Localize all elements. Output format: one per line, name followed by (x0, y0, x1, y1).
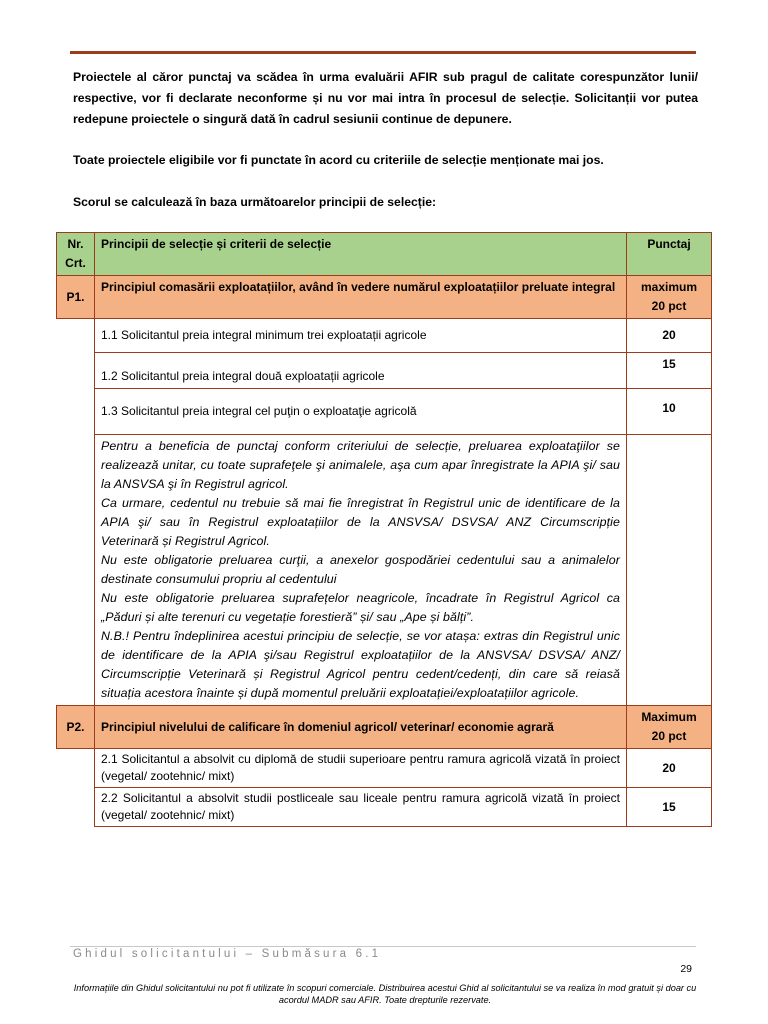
criterion-row (57, 749, 712, 788)
criterion-row (57, 788, 712, 827)
page-number: 29 (680, 963, 692, 975)
note-paragraph: Pentru a beneficia de punctaj conform criteriului de selecție, preluarea exploataţiilor se realizează unitar, cu toate suprafeţele şi animalele, aşa cum apar înregistrate la APIA şi/ sau la ANSVSA şi în Registrul agricol. (101, 439, 620, 491)
header-nr: Nr. Crt. (57, 233, 95, 276)
criterion-text: 1.2 Solicitantul preia integral două exploatații agricole (95, 353, 627, 389)
criterion-row (57, 353, 712, 389)
criterion-points: 20 (627, 749, 712, 788)
note-paragraph: N.B.! Pentru îndeplinirea acestui principiu de selecție, se vor atașa: extras din Registrul unic de identificare de la APIA şi/sau Registrul exploatațiilor de la ANSVSA/ DSVSA/ ANZ/ Circumscripție Veterinară și Registrul Agricol pentru cedent/cedenți, din care să reiasă situația acestora înainte și după momentul preluării exploatației/exploatațiilor agricole. (101, 629, 620, 700)
criterion-row (57, 389, 712, 435)
header-principii: Principii de selecție și criterii de selecție (95, 233, 627, 276)
note-paragraph: Ca urmare, cedentul nu trebuie să mai fie înregistrat în Registrul unic de identificare de la APIA şi/ sau în Registrul exploatațiilor de la ANSVSA/ DSVSA/ ANZ Circumscripție Veterinară și Registrul Agricol. (101, 496, 620, 548)
selection-criteria-table (56, 232, 712, 827)
footer-disclaimer: Informațiile din Ghidul solicitantului nu pot fi utilizate în scopuri comerciale. Distribuirea acestui Ghid al solicitantului se va realiza în mod gratuit și doar cu acordul MADR sau AFIR. Toate drepturile rezervate. (73, 983, 697, 1005)
criterion-text: 1.1 Solicitantul preia integral minimum trei exploatații agricole (95, 319, 627, 353)
table-header-row (57, 233, 712, 276)
empty-points-cell (627, 435, 712, 706)
intro-paragraph-score: Scorul se calculează în baza următoarelor principii de selecție: (73, 195, 437, 209)
criterion-text: 1.3 Solicitantul preia integral cel puţin o exploataţie agricolă (95, 389, 627, 435)
empty-nr-cell (57, 749, 95, 827)
criterion-row (57, 319, 712, 353)
principle-nr: P2. (57, 706, 95, 749)
empty-nr-cell (57, 319, 95, 706)
principle-title: Principiul nivelului de calificare în domeniul agricol/ veterinar/ economie agrară (95, 706, 627, 749)
note-paragraph: Nu este obligatorie preluarea suprafețelor neagricole, încadrate în Registrul Agricol ca „Păduri și alte terenuri cu vegetație forestieră” și/ sau „Ape și bălți”. (101, 591, 620, 624)
header-rule (70, 51, 696, 54)
principle-max-points: maximum 20 pct (627, 276, 712, 319)
criterion-text: 2.1 Solicitantul a absolvit cu diplomă de studii superioare pentru ramura agricolă vizată în proiect (vegetal/ zootehnic/ mixt) (95, 749, 627, 788)
intro-paragraph-nonconform: Proiectele al căror punctaj va scădea în urma evaluării AFIR sub pragul de calitate corespunzător lunii/ respective, vor fi declarate neconforme și nu vor mai intra în procesul de selecție. Solicitanții vor putea redepune proiectele o singură dată în cadrul sesiunii continue de depunere. (73, 70, 698, 126)
footer-rule (70, 946, 696, 947)
principle-max-points: Maximum 20 pct (627, 706, 712, 749)
selection-note (95, 435, 627, 706)
header-punctaj: Punctaj (627, 233, 712, 276)
criterion-text: 2.2 Solicitantul a absolvit studii postliceale sau liceale pentru ramura agricolă vizată în proiect (vegetal/ zootehnic/ mixt) (95, 788, 627, 827)
principle-row-p2 (57, 706, 712, 749)
intro-paragraph-eligible: Toate proiectele eligibile vor fi punctate în acord cu criteriile de selecție menționate mai jos. (73, 153, 604, 167)
principle-row-p1 (57, 276, 712, 319)
footer-title: Ghidul solicitantului – Submăsura 6.1 (73, 948, 382, 960)
principle-title: Principiul comasării exploatațiilor, având în vedere numărul exploatațiilor preluate integral (95, 276, 627, 319)
criterion-points: 15 (627, 353, 712, 389)
note-paragraph: Nu este obligatorie preluarea curţii, a anexelor gospodăriei cedentului sau a animalelor destinate consumului propriu al cedentului (101, 553, 620, 586)
criterion-points: 10 (627, 389, 712, 435)
principle-nr: P1. (57, 276, 95, 319)
criterion-points: 20 (627, 319, 712, 353)
criterion-points: 15 (627, 788, 712, 827)
note-row (57, 435, 712, 706)
